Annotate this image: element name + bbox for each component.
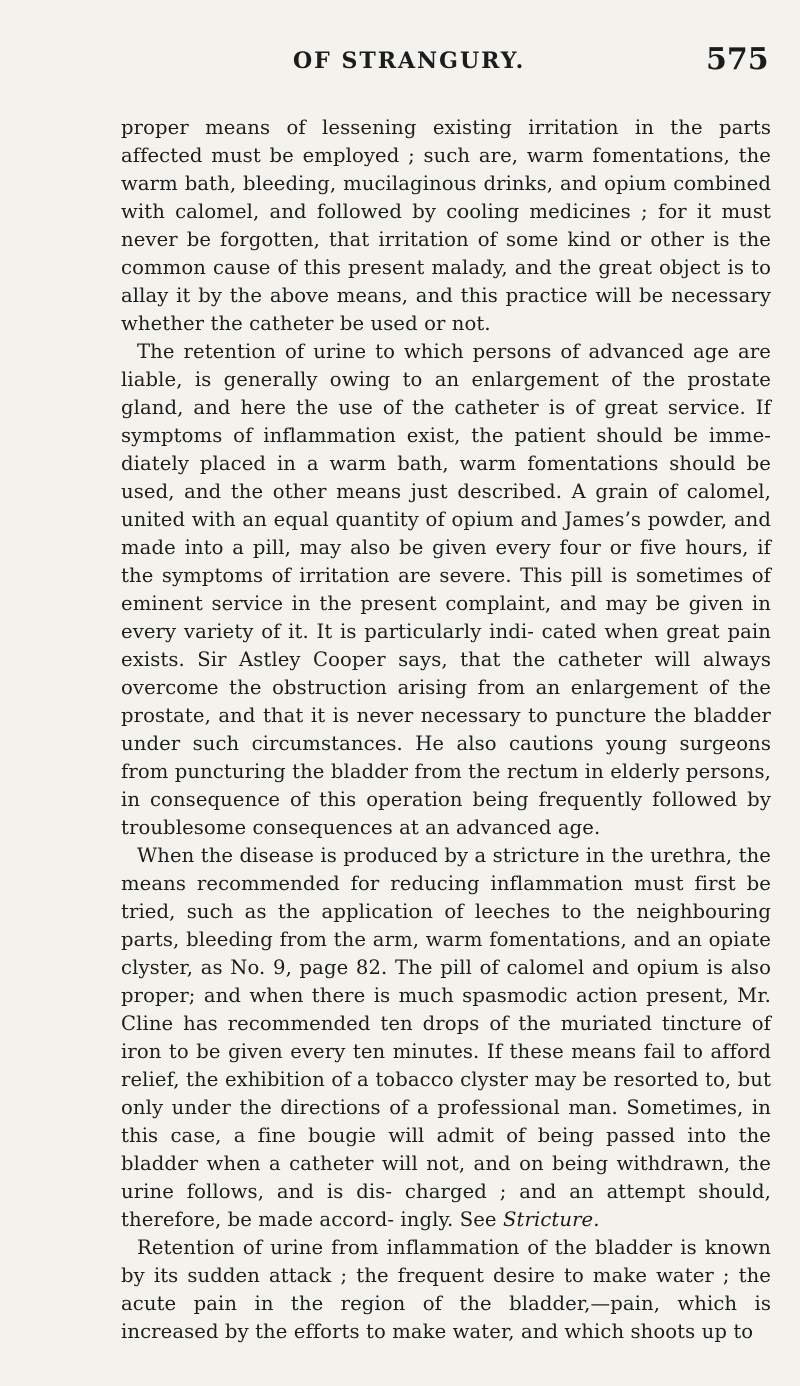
- paragraph-2: The retention of urine to which persons of advanced age are liable, is generally owing to an enlargement of the prostate gland, and here the use of the catheter is of great service. If symptoms of inflammation exist, the patient should be imme- diately placed in a warm bath, warm fomentations should be used, and the other means just described. A grain of calomel, united with an equal quantity of opium and James’s powder, and made into a pill, may also be given every four or five hours, if the symptoms of irritation are severe. This pill is sometimes of eminent service in the present complaint, and may be given in every variety of it. It is particularly indi- cated when great pain exists. Sir Astley Cooper says, that the catheter will always overcome the obstruction arising from an enlargement of the prostate, and that it is never necessary to puncture the bladder under such circumstances. He also cautions young surgeons from puncturing the bladder from the rectum in elderly persons, in consequence of this operation being frequently followed by troublesome consequences at an advanced age.: [121, 340, 771, 839]
- paragraph-1: proper means of lessening existing irritation in the parts affected must be employed ; such are, warm fomentations, the warm bath, bleeding, mucilaginous drinks, and opium combined with calomel, and followed by cooling medicines ; for it must never be forgotten, that irritation of some kind or other is the common cause of this present malady, and the great object is to allay it by the above means, and this practice will be necessary whether the catheter be used or not.: [121, 116, 771, 335]
- page-number: 575: [706, 42, 769, 77]
- page-header: [0, 42, 800, 88]
- running-title: OF STRANGURY.: [293, 48, 526, 74]
- paragraph-4: Retention of urine from inflammation of the bladder is known by its sudden attack ; the frequent desire to make water ; the acute pain in the region of the bladder,—pain, which is increased by the efforts to make water, and which shoots up to: [121, 1236, 771, 1343]
- stricture-cross-reference: Stricture.: [502, 1208, 600, 1231]
- paragraph-3-text: When the disease is produced by a stricture in the urethra, the means recommended for reducing inflammation must first be tried, such as the application of leeches to the neighbouring parts, bleeding from the arm, warm fomentations, and an opiate clyster, as No. 9, page 82. The pill of calomel and opium is also proper; and when there is much spasmodic action present, Mr. Cline has recommended ten drops of the muriated tincture of iron to be given every ten minutes. If these means fail to afford relief, the exhibition of a tobacco clyster may be resorted to, but only under the directions of a professional man. Sometimes, in this case, a fine bougie will admit of being passed into the bladder when a catheter will not, and on being withdrawn, the urine follows, and is dis- charged ; and an attempt should, therefore, be made accord- ingly. See: [121, 844, 771, 1231]
- paragraph-3: [121, 842, 771, 1234]
- body-text: [121, 114, 771, 1346]
